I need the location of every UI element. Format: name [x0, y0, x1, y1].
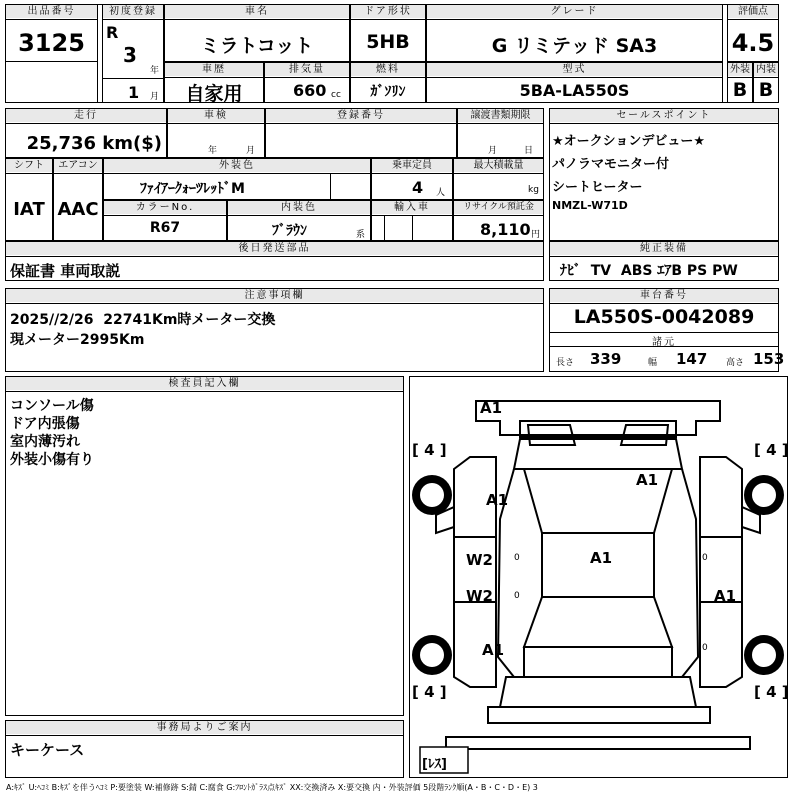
- zero-mark-3: 0: [514, 591, 520, 601]
- disp-value: 660: [293, 81, 327, 100]
- mark-left-fender: A1: [486, 491, 509, 509]
- inspector-line-4: 外装小傷有り: [10, 452, 94, 468]
- recycle-value: 8,110: [480, 220, 531, 239]
- inspection-label: 車検: [168, 109, 264, 122]
- fuel-label: 燃料: [351, 63, 425, 76]
- history-label: 車歴: [165, 63, 263, 76]
- chassis-value: LA550S-0042089: [573, 306, 755, 328]
- colorno-value: R67: [149, 220, 181, 236]
- transfer-month-unit: 月: [488, 146, 498, 156]
- insp-year-unit: 年: [208, 146, 218, 156]
- sales-line-3: シートヒーター: [552, 180, 643, 195]
- inspector-line-3: 室内薄汚れ: [10, 434, 80, 450]
- height-label: 高さ: [726, 358, 745, 368]
- history-value: 自家用: [185, 83, 243, 105]
- lot-label: 出品番号: [6, 5, 97, 18]
- inspector-label: 検査員記入欄: [6, 377, 403, 390]
- disp-unit: cc: [331, 90, 341, 100]
- equip-box: [549, 241, 779, 281]
- year-unit: 年: [150, 66, 160, 76]
- interior-value: ﾌﾞﾗｳﾝ: [272, 223, 307, 239]
- door-label: ドア形状: [351, 5, 425, 18]
- car-diagram: [409, 376, 788, 778]
- chassis-box: [549, 288, 785, 372]
- disp-box: [264, 62, 350, 103]
- regno-box: [265, 108, 457, 158]
- month-unit: 月: [150, 92, 160, 102]
- sales-line-2: パノラマモニター付: [552, 157, 670, 172]
- era-letter: R: [106, 23, 119, 42]
- grade-value: G リミテッド SA3: [491, 35, 658, 57]
- interior-unit: 系: [356, 230, 366, 240]
- interior-box: [227, 200, 371, 241]
- mark-left-front-door: W2: [466, 551, 493, 569]
- ac-value: AAC: [57, 199, 99, 220]
- score-label: 評価点: [728, 5, 778, 18]
- first-reg-box: [102, 4, 164, 103]
- capacity-label: 乗車定員: [372, 159, 452, 172]
- tire-rl-label: [ 4 ]: [412, 683, 447, 701]
- mark-roof: A1: [590, 549, 613, 567]
- sales-line-4: NMZL-W71D: [552, 199, 628, 212]
- interior-label: 内装色: [228, 201, 370, 214]
- lot-box: [5, 4, 98, 103]
- mileage-value: 25,736 km($): [26, 133, 162, 154]
- inspector-box: [5, 376, 404, 716]
- spare-label: [ﾚｽ]: [422, 757, 447, 772]
- transfer-day-unit: 日: [524, 146, 534, 156]
- recycle-label: リサイクル預託金: [454, 201, 543, 214]
- notes-line-1: 2025//2/26 22741Km時メーター交換: [10, 312, 276, 328]
- car-name-box: [164, 4, 350, 62]
- transfer-label: 譲渡書類期限: [458, 109, 543, 122]
- notes-box: [5, 288, 544, 372]
- car-diagram-drawing: [410, 377, 787, 777]
- color-box: [103, 158, 371, 200]
- ac-box: [53, 158, 103, 241]
- car-name: ミラトコット: [200, 35, 314, 57]
- grade-label: グレード: [427, 5, 722, 18]
- import-box: [371, 200, 453, 241]
- year-value: 3: [123, 43, 137, 67]
- office-value: キーケース: [10, 741, 85, 759]
- door-box: [350, 4, 426, 62]
- notes-label: 注意事項欄: [6, 289, 543, 302]
- score-value: 4.5: [731, 29, 775, 57]
- colorno-label: カラーNo.: [104, 201, 226, 214]
- mark-left-quarter: A1: [482, 641, 505, 659]
- load-label: 最大積載量: [454, 159, 543, 172]
- length-label: 長さ: [556, 358, 575, 368]
- capacity-value: 4: [412, 178, 424, 197]
- later-parts-value: 保証書 車両取説: [10, 262, 121, 280]
- sales-label: セールスポイント: [550, 109, 778, 122]
- recycle-box: [453, 200, 544, 241]
- mileage-box: [5, 108, 167, 158]
- transfer-box: [457, 108, 544, 158]
- later-parts-box: [5, 241, 544, 281]
- length-value: 339: [590, 350, 622, 368]
- grade-box: [426, 4, 723, 62]
- inspector-line-2: ドア内張傷: [10, 416, 80, 432]
- int-label: 内装: [756, 64, 776, 75]
- ext-label: 外装: [730, 64, 750, 75]
- score-box: [727, 4, 779, 62]
- zero-mark-4: 0: [702, 643, 708, 653]
- mark-right-rear-door: A1: [714, 587, 737, 605]
- office-label: 事務局よりご案内: [6, 721, 403, 734]
- equip-label: 純正装備: [550, 242, 778, 255]
- chassis-label: 車台番号: [550, 289, 778, 302]
- width-label: 幅: [648, 358, 658, 368]
- shift-value: IAT: [13, 199, 45, 220]
- fuel-box: [350, 62, 426, 103]
- shift-label: シフト: [6, 159, 52, 172]
- model-box: [426, 62, 723, 103]
- zero-mark-2: 0: [702, 553, 708, 563]
- notes-line-2: 現メーター2995Km: [10, 332, 145, 348]
- dims-label: 諸元: [652, 337, 676, 348]
- insp-month-unit: 月: [246, 146, 256, 156]
- height-value: 153: [753, 350, 785, 368]
- capacity-unit: 人: [436, 188, 446, 198]
- sales-box: [549, 108, 779, 241]
- model-value: 5BA-LA550S: [519, 81, 630, 100]
- history-box: [164, 62, 264, 103]
- later-parts-label: 後日発送部品: [6, 242, 543, 255]
- inspector-line-1: コンソール傷: [10, 398, 94, 414]
- mark-left-rear-door: W2: [466, 587, 493, 605]
- office-box: [5, 720, 404, 778]
- month-value: 1: [128, 83, 140, 102]
- recycle-unit: 円: [531, 230, 541, 240]
- width-value: 147: [676, 350, 708, 368]
- first-reg-label: 初度登録: [103, 5, 163, 18]
- disp-label: 排気量: [265, 63, 349, 76]
- model-label: 型式: [427, 63, 722, 76]
- zero-mark-1: 0: [514, 553, 520, 563]
- mark-front-bumper: A1: [480, 399, 503, 417]
- int-box: [753, 62, 779, 103]
- fuel-value: ｶﾞｿﾘﾝ: [370, 84, 406, 100]
- lot-value: 3125: [18, 29, 85, 57]
- color-value: ﾌｧｲｱｰｸｫｰﾂﾚｯﾄﾞM: [140, 181, 245, 197]
- tire-rr-label: [ 4 ]: [754, 683, 789, 701]
- mileage-label: 走行: [6, 109, 166, 122]
- colorno-box: [103, 200, 227, 241]
- load-box: [453, 158, 544, 200]
- inspection-box: [167, 108, 265, 158]
- car-name-label: 車名: [165, 5, 349, 18]
- ext-box: [727, 62, 753, 103]
- load-unit: kg: [528, 185, 539, 195]
- legend: A:ｷｽﾞ U:ﾍｺﾐ B:ｷｽﾞを伴うﾍｺﾐ P:要塗装 W:補修跡 S:錆 C:腐食 G:ﾌﾛﾝﾄｶﾞﾗｽ点ｷｽﾞ XX:交換済み X:要交換 内・外装評価 5段階ﾗﾝｸ順(A・B・C・D・E) 3: [6, 783, 538, 792]
- import-label: 輸入車: [372, 201, 452, 214]
- regno-label: 登録番号: [266, 109, 456, 122]
- ac-label: エアコン: [54, 159, 102, 172]
- shift-box: [5, 158, 53, 241]
- equip-value: ﾅﾋﾞ TV ABS ｴｱB PS PW: [560, 263, 738, 279]
- ext-value: B: [732, 79, 748, 101]
- color-label: 外装色: [104, 159, 370, 172]
- tire-fl-label: [ 4 ]: [412, 441, 447, 459]
- mark-hood: A1: [636, 471, 659, 489]
- capacity-box: [371, 158, 453, 200]
- door-value: 5HB: [366, 31, 410, 53]
- tire-fr-label: [ 4 ]: [754, 441, 789, 459]
- int-value: B: [758, 79, 774, 101]
- sales-line-1: ★オークションデビュー★: [552, 134, 706, 149]
